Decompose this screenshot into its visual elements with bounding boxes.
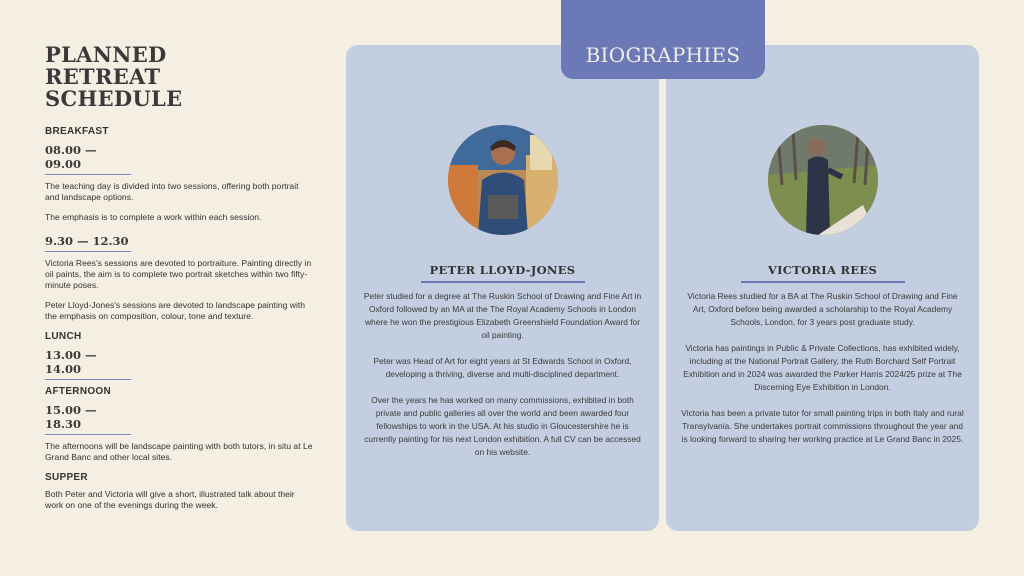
supper-heading: SUPPER (45, 472, 88, 483)
bio-paragraph: Victoria Rees studied for a BA at The Ruskin School of Drawing and Fine Art, Oxford before being awarded a scholarship to the Royal Academy Schools, London, for 3 years post graduate study. (687, 291, 958, 327)
name-divider (741, 281, 905, 283)
bio-paragraph: Over the years he has worked on many commissions, exhibited in both private and public galleries all over the world and been awarded four fellowships to work in the USA. At his studio in Gloucestershire he is currently painting for his next London exhibition. A full CV can be accessed on his website. (364, 395, 641, 457)
portrait-victoria-image (768, 125, 878, 235)
afternoon-paragraph: The afternoons will be landscape painting with both tutors, in situ at Le Grand Banc and other local sites. (45, 441, 313, 462)
supper-paragraph: Both Peter and Victoria will give a short, illustrated talk about their work on one of the evenings during the week. (45, 489, 295, 510)
breakfast-heading: BREAKFAST (45, 126, 109, 137)
lunch-heading: LUNCH (45, 331, 82, 342)
name-divider (421, 281, 585, 283)
portrait-peter-image (448, 125, 558, 235)
afternoon-time: 15.00 — 18.30 (45, 403, 131, 435)
bio-paragraph: Peter was Head of Art for eight years at St Edwards School in Oxford, developing a thriving, diverse and multi-disciplined department. (373, 356, 632, 379)
schedule-title (45, 44, 315, 110)
peter-bio (360, 290, 645, 472)
breakfast-paragraph: The emphasis is to complete a work within each session. (45, 212, 262, 222)
peter-name: PETER LLOYD-JONES (429, 263, 576, 277)
victoria-bio (680, 290, 965, 459)
breakfast-time: 08.00 — 09.00 (45, 143, 131, 175)
afternoon-heading: AFTERNOON (45, 386, 112, 397)
morning-time: 9.30 — 12.30 (45, 234, 131, 252)
title-line: PLANNED (45, 42, 167, 67)
biographies-tab-label: BIOGRAPHIES (585, 43, 741, 67)
morning-paragraph: Peter Lloyd-Jones's sessions are devoted to landscape painting with the emphasis on composition, colour, tone and texture. (45, 300, 306, 321)
title-line: RETREAT (45, 64, 161, 89)
biographies-tab (561, 0, 765, 79)
morning-paragraph: Victoria Rees's sessions are devoted to portraiture. Painting directly in oil paints, the aim is to complete two portrait sketches within two fifty-minute poses. (45, 258, 312, 290)
bio-card-peter (346, 45, 659, 531)
title-line: SCHEDULE (45, 86, 183, 111)
bio-card-victoria (666, 45, 979, 531)
victoria-name: VICTORIA REES (767, 263, 878, 277)
bio-paragraph: Peter studied for a degree at The Ruskin School of Drawing and Fine Art in Oxford followed by an MA at the The Royal Academy Schools in London where he won the prestigious Elizabeth Greenshield Foundation Award for oil painting. (363, 291, 642, 340)
bio-paragraph: Victoria has paintings in Public & Private Collections, has exhibited widely, including at the National Portrait Gallery, the Ruth Borchard Self Portrait Exhibition and in 2024 was awarded the Parker Harris 2024/25 prize at The Discerning Eye Exhibition in London. (683, 343, 962, 392)
bio-paragraph: Victoria has been a private tutor for small painting trips in both Italy and rural Transylvania. She undertakes portrait commissions throughout the year and is looking forward to sharing her working practice at Le Grand Banc in 2025. (681, 408, 964, 444)
lunch-time: 13.00 — 14.00 (45, 348, 131, 380)
breakfast-paragraph: The teaching day is divided into two sessions, offering both portrait and landscape options. (45, 181, 299, 202)
schedule-column (45, 44, 315, 520)
